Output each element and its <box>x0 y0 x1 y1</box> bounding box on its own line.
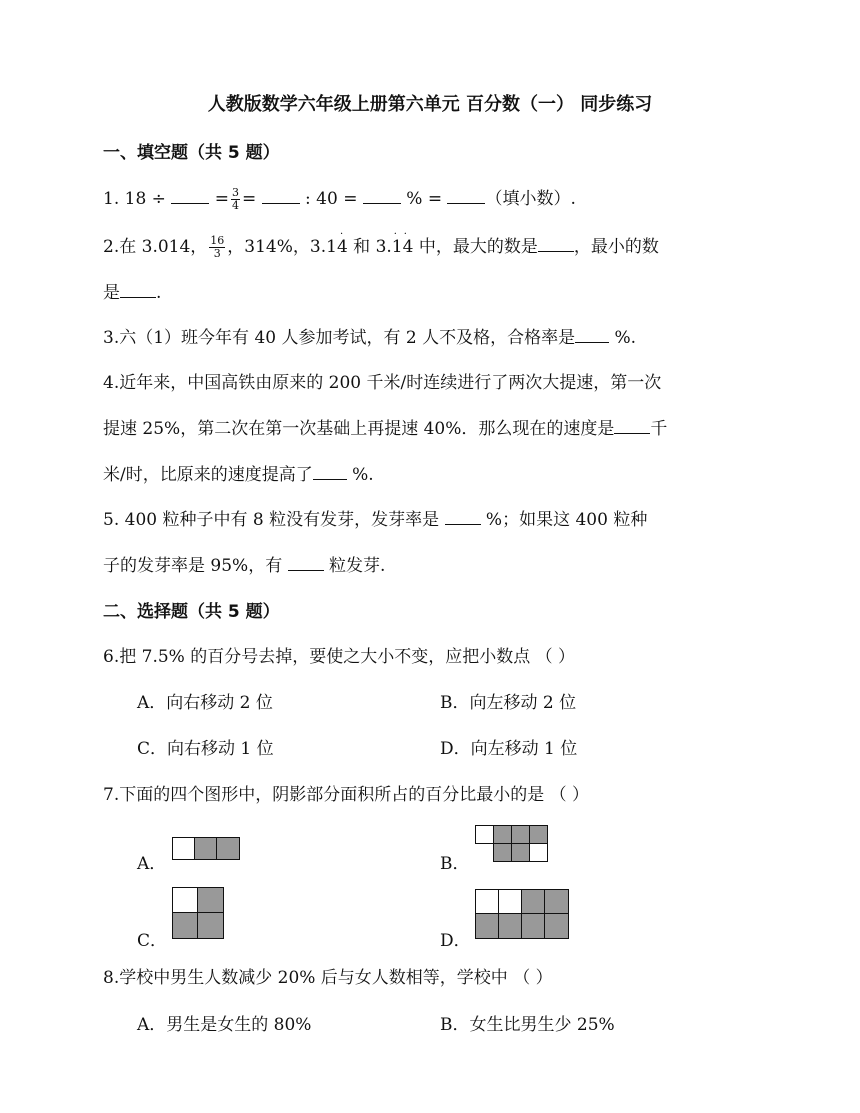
fraction-denominator: 4 <box>231 199 239 212</box>
q2-lead: 2.在 3.014， <box>103 237 208 257</box>
q7-option-b[interactable]: B． <box>440 854 470 874</box>
q7-figure-b <box>475 825 549 863</box>
q2-tail: 中，最大的数是 <box>413 237 538 257</box>
grid-cell-shaded <box>172 912 199 939</box>
answer-blank[interactable] <box>171 188 209 204</box>
question-7: 7.下面的四个图形中，阴影部分面积所占的百分比最小的是 （ ） <box>103 785 590 805</box>
page-title: 人教版数学六年级上册第六单元 百分数（一） 同步练习 <box>207 94 653 115</box>
grid-cell-shaded <box>493 843 512 862</box>
q1-percent: % = <box>406 189 443 209</box>
answer-blank[interactable] <box>538 236 574 252</box>
grid-cell-white <box>529 843 548 862</box>
answer-blank[interactable] <box>363 188 401 204</box>
answer-blank[interactable] <box>120 282 156 298</box>
repeating-digits-value: 14 <box>391 237 414 257</box>
question-8: 8.学校中男生人数减少 20% 后与女人数相等，学校中 （ ） <box>103 968 553 988</box>
question-6: 6.把 7.5% 的百分号去掉，要使之大小不变，应把小数点 （ ） <box>103 647 576 667</box>
answer-blank[interactable] <box>575 327 609 343</box>
grid-cell-shaded <box>493 825 512 844</box>
grid-cell-shaded <box>197 912 224 939</box>
q1-equals: = <box>214 189 229 209</box>
q7-figure-a <box>172 837 240 860</box>
answer-blank[interactable] <box>447 188 485 204</box>
q7-option-a[interactable]: A． <box>137 854 167 874</box>
grid-cell-shaded <box>216 837 240 860</box>
question-3 <box>103 323 636 348</box>
fraction-denominator: 3 <box>213 247 221 260</box>
q4-line3-tail: %. <box>346 465 374 485</box>
grid-cell-shaded <box>529 825 548 844</box>
question-2 <box>103 229 659 260</box>
q5-line2-tail: 粒发芽. <box>323 556 386 576</box>
grid-cell-shaded <box>544 913 569 939</box>
grid-cell-shaded <box>475 913 500 939</box>
grid-cell-shaded <box>197 887 224 914</box>
q8-option-b[interactable]: B．女生比男生少 25% <box>440 1015 615 1035</box>
answer-blank[interactable] <box>262 188 300 204</box>
q8-option-a[interactable]: A．男生是女生的 80% <box>137 1015 312 1035</box>
q6-option-c[interactable]: C．向右移动 1 位 <box>137 739 274 759</box>
q2-line2-tail: . <box>156 283 162 303</box>
q6-option-a[interactable]: A．向右移动 2 位 <box>137 693 273 713</box>
repeating-digit-value: 4 <box>336 237 348 257</box>
question-4-line-3 <box>103 460 374 485</box>
grid-cell-white <box>475 825 494 844</box>
grid-cell-shaded <box>511 825 530 844</box>
question-4-line-2 <box>103 414 667 439</box>
grid-cell-white <box>172 837 196 860</box>
fraction <box>231 187 240 212</box>
q2-mid-2: 和 3. <box>347 237 392 257</box>
grid-cell-white <box>172 887 199 914</box>
grid-cell-shaded <box>544 889 569 915</box>
fraction-numerator: 3 <box>231 186 239 199</box>
q1-tail: （填小数）. <box>485 189 576 209</box>
repeating-digits: · · 14 <box>391 229 414 257</box>
q6-option-d[interactable]: D．向左移动 1 位 <box>440 739 578 759</box>
q4-line2-tail: 千 <box>650 419 668 439</box>
grid-cell-shaded <box>498 913 523 939</box>
q4-line3-text: 米/时，比原来的速度提高了 <box>103 465 313 485</box>
repeating-digit: · 4 <box>336 229 348 257</box>
fraction <box>209 235 225 260</box>
q7-figure-d <box>475 889 571 939</box>
section-choice-heading: 二、选择题（共 5 题） <box>103 602 280 622</box>
q6-option-b[interactable]: B．向左移动 2 位 <box>440 693 577 713</box>
answer-blank[interactable] <box>614 418 650 434</box>
grid-cell-white <box>475 889 500 915</box>
question-5 <box>103 505 647 530</box>
q7-option-d[interactable]: D． <box>440 931 471 951</box>
section-fill-blank-heading: 一、填空题（共 5 题） <box>103 143 280 163</box>
q7-figure-c <box>172 887 224 939</box>
q5-line1-text: 5. 400 粒种子中有 8 粒没有发芽，发芽率是 <box>103 510 445 530</box>
q2-mid: ，314%，3.1 <box>227 237 337 257</box>
grid-cell-white <box>498 889 523 915</box>
question-5-line-2 <box>103 551 385 576</box>
answer-blank[interactable] <box>445 509 481 525</box>
q5-line1-tail: %；如果这 400 粒种 <box>480 510 648 530</box>
q1-lead: 1. 18 ÷ <box>103 189 166 209</box>
grid-cell-shaded <box>511 843 530 862</box>
q3-text: 3.六（1）班今年有 40 人参加考试，有 2 人不及格，合格率是 <box>103 328 576 348</box>
q1-equals-2: = <box>241 189 257 209</box>
q5-line2-text: 子的发芽率是 95%，有 <box>103 556 288 576</box>
q3-tail: %. <box>609 328 637 348</box>
grid-cell-shaded <box>194 837 218 860</box>
grid-cell-shaded <box>521 913 546 939</box>
q7-option-c[interactable]: C． <box>137 931 168 951</box>
grid-cell-shaded <box>521 889 546 915</box>
question-4: 4.近年来，中国高铁由原来的 200 千米/时连续进行了两次大提速，第一次 <box>103 373 662 393</box>
fraction-numerator: 16 <box>210 234 225 247</box>
question-2-line-2 <box>103 278 161 303</box>
q2-tail-2: ，最小的数 <box>573 237 659 257</box>
answer-blank[interactable] <box>313 464 347 480</box>
answer-blank[interactable] <box>288 555 324 571</box>
q1-ratio: : 40 = <box>305 189 358 209</box>
q4-line2-text: 提速 25%，第二次在第一次基础上再提速 40%．那么现在的速度是 <box>103 419 615 439</box>
q2-line2-lead: 是 <box>103 283 120 303</box>
question-1 <box>103 184 576 212</box>
